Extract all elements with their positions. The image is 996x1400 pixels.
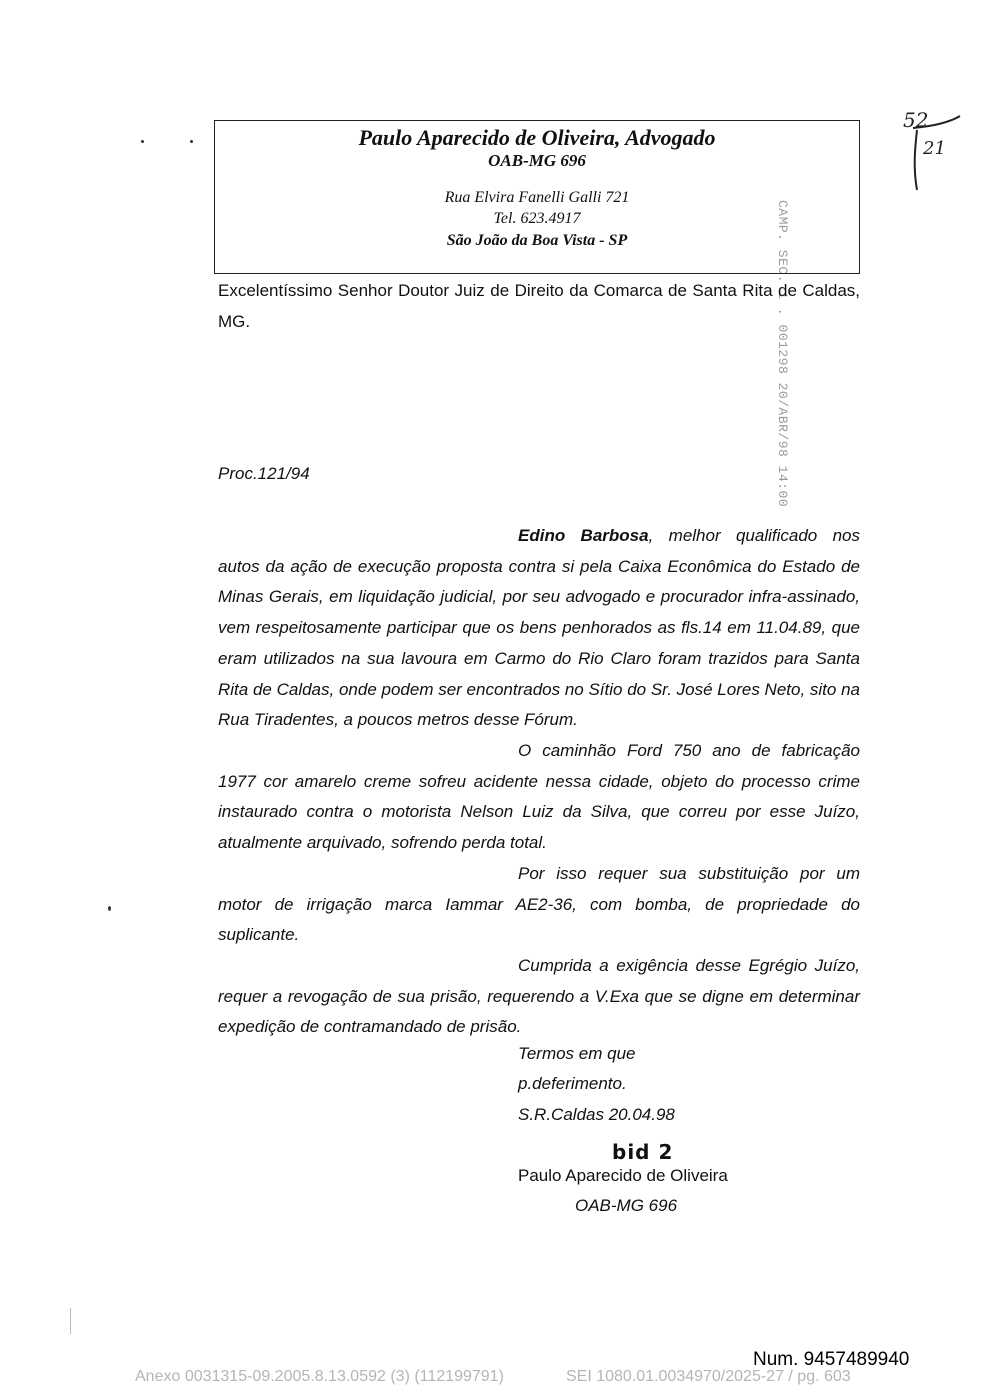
closing-terms: Termos em que [518,1044,636,1063]
sei-reference: SEI 1080.01.0034970/2025-27 / pg. 603 [566,1368,851,1385]
closing-place-date: S.R.Caldas 20.04.98 [518,1105,675,1124]
margin-note: 52 21 [895,108,975,198]
process-number: Proc.121/94 [218,464,310,483]
document-number: Num. 9457489940 [753,1349,910,1370]
scan-dot [190,140,193,143]
lawyer-phone: Tel. 623.4917 [493,210,581,227]
scan-dot [141,140,144,143]
signer-name: Paulo Aparecido de Oliveira [518,1166,728,1185]
body-paragraph-4: Cumprida a exigência desse Egrégio Juízo, requer a revogação de sua prisão, requerendo a V.Exa que se digne em determinar expedição de contramandado de prisão. [218,956,860,1037]
body-paragraph-3: Por isso requer sua substituição por um motor de irrigação marca Iammar AE2-36, com bomba, de propriedade do suplicante. [218,864,860,945]
closing-deferment: p.deferimento. [518,1074,627,1093]
lawyer-street: Rua Elvira Fanelli Galli 721 [444,189,630,206]
protocol-stamp: CAMP. SEC. 1 . 001298 20/ABR/98 14:00 [775,200,790,508]
signer-oab: OAB-MG 696 [575,1196,678,1215]
lawyer-name: Paulo Aparecido de Oliveira, Advogado [358,125,716,150]
client-name: Edino Barbosa [518,526,649,545]
scan-line [70,1308,71,1334]
body-paragraph-1: Edino Barbosa, melhor qualificado nos autos da ação de execução proposta contra si pela Caixa Econômica do Estado de Minas Gerais, em liquidação judicial, por seu advogado e procurador infra-assinado, vem respeitosamente participar que os bens penhorados as fls.14 em 11.04.89, que eram utilizados na sua lavoura em Carmo do Rio Claro foram trazidos para Santa Rita de Caldas, onde podem ser encontrados no Sítio do Sr. José Lores Neto, sito na Rua Tiradentes, a poucos metros desse Fórum. [218,526,861,730]
scan-dot [108,906,111,911]
body-paragraph-2: O caminhão Ford 750 ano de fabricação 1977 cor amarelo creme sofreu acidente nessa cidade, objeto do processo crime instaurado contra o motorista Nelson Luiz da Silva, que correu por esse Juízo, atualmente arquivado, sofrendo perda total. [218,741,860,853]
lawyer-oab: OAB-MG 696 [488,151,586,170]
handwritten-signature: bid 2 [612,1140,674,1164]
letterhead-box [214,120,860,274]
lawyer-city: São João da Boa Vista - SP [446,232,628,249]
annex-reference: Anexo 0031315-09.2005.8.13.0592 (3) (112199791) [135,1368,504,1385]
addressee: Excelentíssimo Senhor Doutor Juiz de Direito da Comarca de Santa Rita de Caldas, MG. [218,281,860,331]
